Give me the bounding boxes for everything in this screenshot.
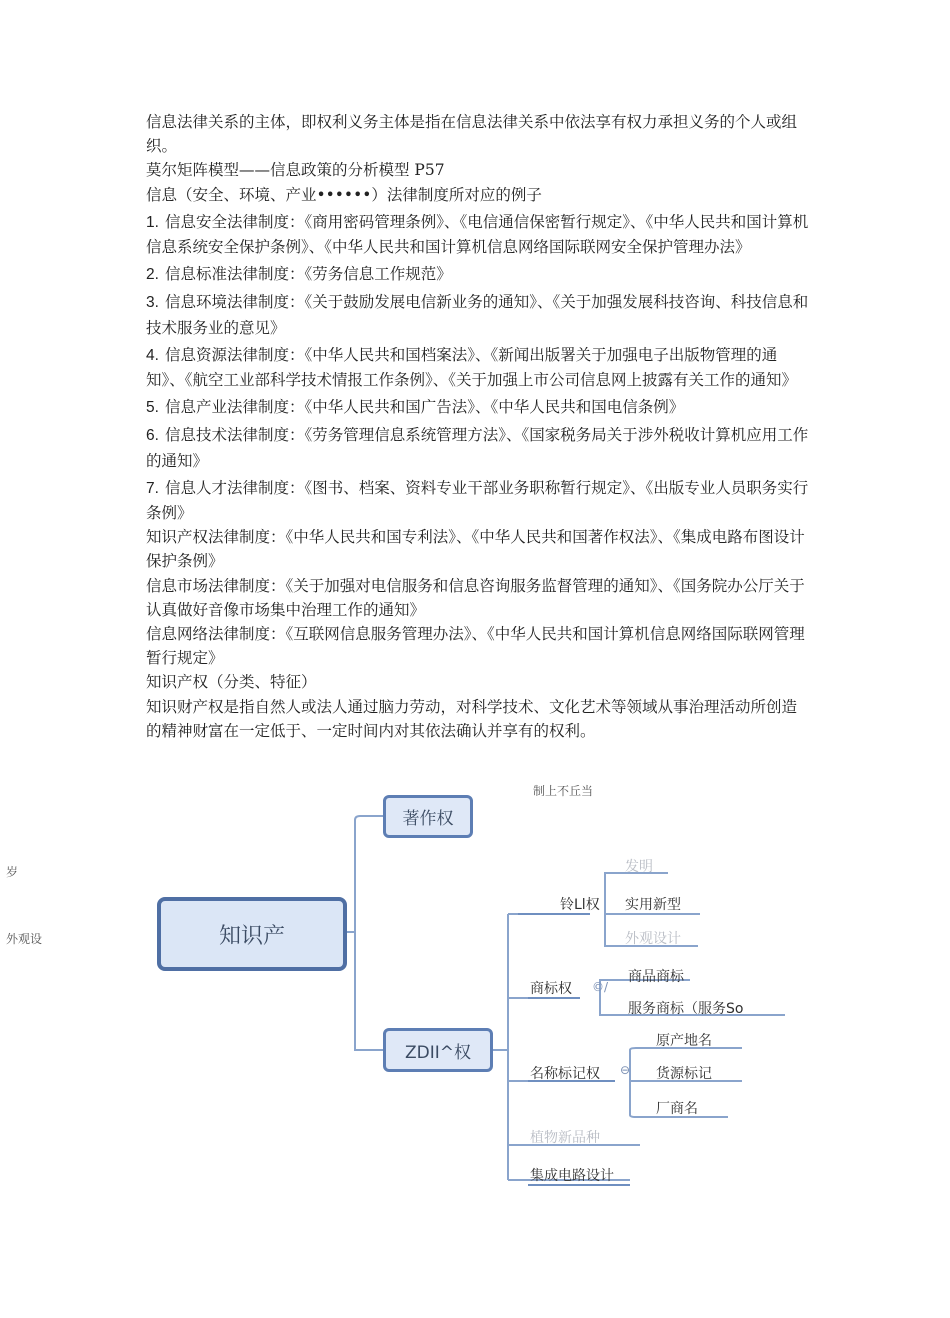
paragraph-text: 知识产权（分类、特征）	[146, 673, 317, 692]
faded-branch-label: 植物新品种	[530, 1130, 600, 1146]
paragraph-text: 信息环境法律制度：《关于鼓励发展电信新业务的通知》、《关于加强发展科技咨询、科技信息和技术服务业的意见》	[146, 293, 809, 337]
trademark-child-service: 服务商标（服务So	[628, 1001, 744, 1017]
industrial-property-node: ZDII^权	[383, 1028, 493, 1072]
paragraph-text: 信息产业法律制度：《中华人民共和国广告法》、《中华人民共和国电信条例》	[164, 398, 685, 417]
paragraph	[146, 423, 810, 472]
paragraph-text: 信息网络法律制度：《互联网信息服务管理办法》、《中华人民共和国计算机信息网络国际联网管理暂行规定》	[146, 625, 805, 668]
name-mark-circle-mark: ⊖	[620, 1063, 631, 1077]
paragraph-text: 信息（安全、环境、产业••••••）法律制度所对应的例子	[146, 185, 542, 204]
paragraph	[146, 670, 810, 694]
paragraph	[146, 110, 810, 158]
list-number: 1.	[146, 213, 159, 231]
paragraph-text: 莫尔矩阵模型——信息政策的分析模型 P57	[146, 161, 445, 180]
ic-design-label: 集成电路设计	[530, 1168, 614, 1184]
stray-text-left-1: 岁	[6, 865, 19, 879]
list-number: 4.	[146, 346, 159, 364]
paragraph	[146, 210, 810, 259]
list-number: 6.	[146, 427, 159, 445]
paragraph	[146, 574, 810, 622]
trademark-circle-mark: ©/	[592, 980, 609, 994]
stray-text-top: 制上不丘当	[533, 784, 594, 798]
paragraph-text: 信息人才法律制度：《图书、档案、资料专业干部业务职称暂行规定》、《出版专业人员职务实行条例》	[146, 478, 809, 523]
patent-child-invention: 发明	[625, 859, 653, 875]
paragraph-text: 信息标准法律制度：《劳务信息工作规范》	[164, 265, 452, 284]
stray-text-left-2: 外观设	[6, 932, 43, 946]
name-mark-label: 名称标记权	[530, 1066, 600, 1082]
paragraph	[146, 622, 810, 670]
list-number: 3.	[146, 294, 159, 312]
paragraph-text: 信息安全法律制度：《商用密码管理条例》、《电信通信保密暂行规定》、《中华人民共和国计算机信息系统安全保护条例》、《中华人民共和国计算机信息网络国际联网安全保护管理办法》	[146, 212, 809, 257]
paragraph	[146, 158, 810, 182]
paragraph-text: 信息资源法律制度：《中华人民共和国档案法》、《新闻出版署关于加强电子出版物管理的通知》、《航空工业部科学技术情报工作条例》、《关于加强上市公司信息网上披露有关工作的通知》	[146, 345, 798, 390]
paragraph-text: 知识产权法律制度：《中华人民共和国专利法》、《中华人民共和国著作权法》、《集成电路布图设计保护条例》	[146, 528, 805, 571]
paragraph-text: 信息技术法律制度：《劳务管理信息系统管理方法》、《国家税务局关于涉外税收计算机应用工作的通知》	[146, 426, 809, 470]
patent-child-design: 外观设计	[625, 931, 681, 947]
name-mark-child-trade-name: 厂商名	[656, 1101, 698, 1117]
paragraph	[146, 183, 810, 207]
patent-label: 铃Ll权	[560, 897, 600, 913]
patent-child-utility-model: 实用新型	[625, 897, 681, 913]
list-number: 5.	[146, 399, 159, 417]
list-number: 2.	[146, 266, 159, 284]
paragraph-text: 信息市场法律制度：《关于加强对电信服务和信息咨询服务监督管理的通知》、《国务院办公厅关于认真做好音像市场集中治理工作的通知》	[146, 576, 805, 619]
paragraph-text: 信息法律关系的主体，即权利义务主体是指在信息法律关系中依法享有权力承担义务的个人或组织。	[146, 113, 798, 156]
paragraph	[146, 476, 810, 525]
paragraph-text: 知识财产权是指自然人或法人通过脑力劳动，对科学技术、文化艺术等领域从事治理活动所创造的精神财富在一定低于、一定时间内对其依法确认并享有的权利。	[146, 697, 798, 740]
trademark-label: 商标权	[530, 981, 572, 997]
paragraph	[146, 343, 810, 392]
trademark-child-goods: 商品商标	[628, 969, 684, 985]
copyright-node: 著作权	[383, 795, 473, 838]
connector-root-to-copyright	[347, 816, 383, 932]
document-body	[146, 110, 810, 743]
paragraph	[146, 395, 810, 420]
name-mark-child-origin: 原产地名	[656, 1033, 712, 1049]
paragraph	[146, 525, 810, 573]
paragraph	[146, 290, 810, 339]
paragraph	[146, 262, 810, 287]
name-mark-child-source: 货源标记	[656, 1066, 712, 1082]
mind-map-connectors	[0, 780, 950, 1200]
paragraph	[146, 695, 810, 743]
list-number: 7.	[146, 479, 159, 497]
connector-industrial-trunk	[493, 914, 508, 1180]
connector-root-to-industrial	[347, 932, 383, 1050]
mind-map-root-node: 知识产	[157, 897, 347, 971]
knowledge-mind-map	[0, 780, 950, 1200]
